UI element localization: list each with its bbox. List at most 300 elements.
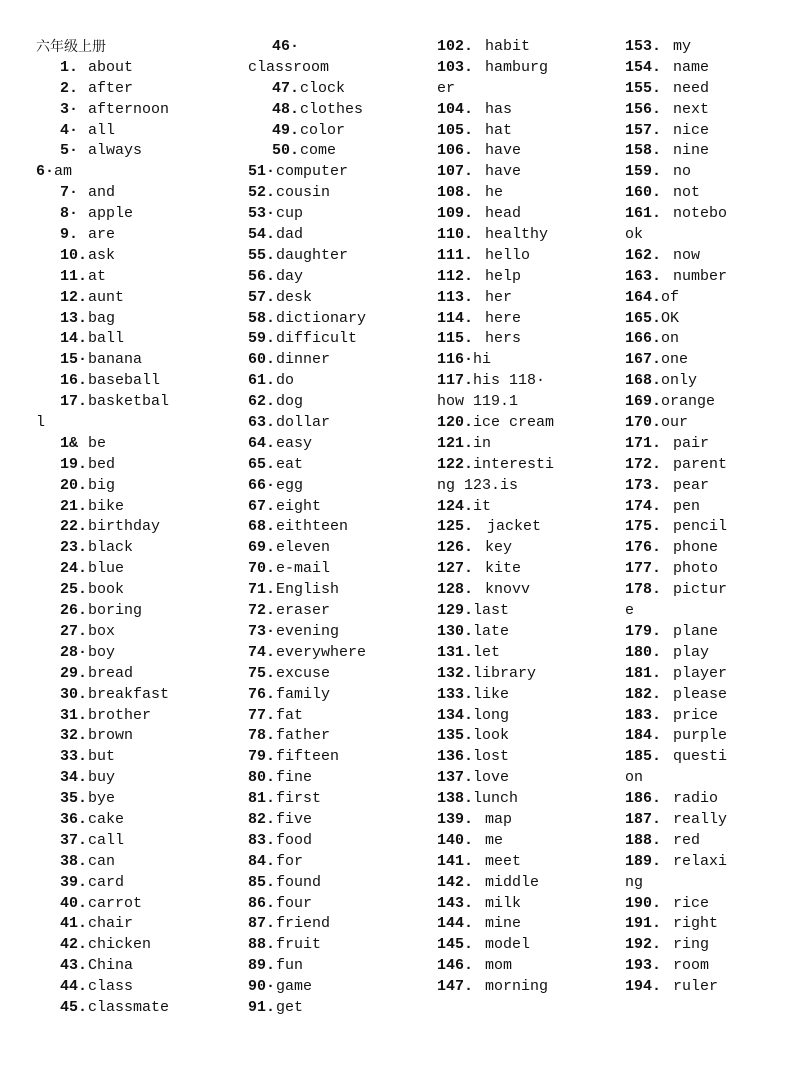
entry-word: mom (485, 957, 513, 975)
entry-word: meet (485, 852, 522, 870)
entry-word: black (88, 539, 134, 557)
entry-number: 180. (625, 643, 662, 661)
entry-number: 47. (272, 79, 300, 97)
vocab-entry (437, 789, 617, 810)
entry-word: buy (88, 769, 116, 787)
entry-number: 122. (437, 455, 474, 473)
entry-number: 25. (60, 581, 88, 599)
vocab-entry (36, 121, 231, 142)
entry-number: 22. (60, 518, 88, 536)
entry-number: 160. (625, 184, 662, 202)
entry-number: 154. (625, 58, 662, 76)
entry-word: ruler (673, 978, 719, 996)
entry-word: chair (88, 915, 134, 933)
vocab-entry (437, 894, 617, 915)
entry-number: 84. (248, 852, 276, 870)
vocab-entry (437, 288, 617, 309)
entry-word: room (673, 957, 710, 975)
vocab-entry (248, 183, 428, 204)
vocab-entry (437, 831, 617, 852)
vocab-entry (248, 267, 428, 288)
entry-word: right (673, 915, 719, 933)
entry-word: knovv (485, 581, 531, 599)
vocab-entry (625, 768, 795, 789)
entry-number: 57. (248, 288, 276, 306)
entry-word: one (661, 351, 689, 369)
entry-number: 145. (437, 936, 474, 954)
vocab-entry (437, 141, 617, 162)
entry-word: family (276, 685, 331, 703)
column-4 (625, 37, 795, 998)
entry-word: daughter (276, 246, 349, 264)
entry-word: questi (673, 748, 728, 766)
vocab-entry (437, 246, 617, 267)
entry-word: late (473, 622, 510, 640)
page-title: 六年级上册 (36, 39, 106, 55)
entry-word: have (485, 142, 522, 160)
vocab-entry (248, 873, 428, 894)
entry-word: has (485, 100, 513, 118)
entry-number: 158. (625, 142, 662, 160)
vocab-entry (248, 622, 428, 643)
vocab-entry (248, 309, 428, 330)
entry-number: 108. (437, 184, 474, 202)
entry-number: 35. (60, 790, 88, 808)
vocab-entry (248, 350, 428, 371)
entry-number: 113. (437, 288, 474, 306)
entry-word: rice (673, 894, 710, 912)
entry-number: 62. (248, 393, 276, 411)
entry-word: bye (88, 790, 116, 808)
entry-word: clock (300, 79, 346, 97)
entry-word: breakfast (88, 685, 170, 703)
entry-word: call (88, 831, 125, 849)
entry-number: 49. (272, 121, 300, 139)
vocab-entry (36, 79, 231, 100)
entry-number: 7· (60, 184, 79, 202)
entry-number: 27. (60, 622, 88, 640)
entry-number: 137. (437, 769, 474, 787)
vocab-entry (36, 58, 231, 79)
entry-number: 66· (248, 476, 276, 494)
entry-word: fifteen (276, 748, 340, 766)
entry-word: brown (88, 727, 134, 745)
entry-number: 10. (60, 246, 88, 264)
entry-word: egg (276, 476, 304, 494)
vocab-entry (625, 831, 795, 852)
entry-number: 105. (437, 121, 474, 139)
vocab-entry (36, 768, 231, 789)
entry-word: big (88, 476, 116, 494)
entry-word: morning (485, 978, 549, 996)
vocab-entry (625, 497, 795, 518)
entry-word: brother (88, 706, 152, 724)
vocab-entry (36, 914, 231, 935)
vocab-entry (36, 476, 231, 497)
entry-word: everywhere (276, 643, 367, 661)
entry-number: 142. (437, 873, 474, 891)
entry-word: our (661, 414, 689, 432)
entry-word: of (661, 288, 680, 306)
entry-number: 56. (248, 267, 276, 285)
vocab-entry (36, 873, 231, 894)
vocab-entry (437, 538, 617, 559)
entry-word: do (276, 372, 295, 390)
vocab-entry (248, 852, 428, 873)
entry-word: e (625, 602, 635, 620)
vocab-entry (248, 497, 428, 518)
entry-word: ring (673, 936, 710, 954)
entry-word: desk (276, 288, 313, 306)
vocab-entry (248, 37, 428, 58)
entry-word: lost (473, 748, 510, 766)
entry-number: 107. (437, 163, 474, 181)
vocab-entry (625, 288, 795, 309)
entry-number: 45. (60, 998, 88, 1016)
vocab-entry (36, 141, 231, 162)
entry-number: 126. (437, 539, 474, 557)
entry-word: phone (673, 539, 719, 557)
vocab-entry (625, 538, 795, 559)
entry-word: radio (673, 790, 719, 808)
entry-number: 192. (625, 936, 662, 954)
vocab-entry (248, 831, 428, 852)
entry-word: eraser (276, 602, 331, 620)
entry-word: have (485, 163, 522, 181)
entry-word: aunt (88, 288, 125, 306)
vocab-entry (248, 706, 428, 727)
vocab-entry (437, 121, 617, 142)
vocab-entry (625, 726, 795, 747)
entry-word: plane (673, 622, 719, 640)
entry-word: dog (276, 393, 304, 411)
vocab-entry (36, 935, 231, 956)
entry-word: fruit (276, 936, 322, 954)
entry-word: class (88, 978, 134, 996)
vocab-entry (437, 225, 617, 246)
vocab-entry (36, 685, 231, 706)
entry-number: 59. (248, 330, 276, 348)
entry-number: 173. (625, 476, 662, 494)
entry-number: 184. (625, 727, 662, 745)
entry-word: come (300, 142, 337, 160)
entry-word: China (88, 957, 134, 975)
vocab-entry (625, 37, 795, 58)
entry-number: 106. (437, 142, 474, 160)
entry-word: food (276, 831, 313, 849)
vocab-entry (437, 162, 617, 183)
entry-number: 51· (248, 163, 276, 181)
vocab-entry (625, 559, 795, 580)
entry-word: purple (673, 727, 728, 745)
entry-number: 86. (248, 894, 276, 912)
entry-word: no (673, 163, 692, 181)
entry-word: baseball (88, 372, 161, 390)
vocab-entry (437, 476, 617, 497)
vocab-entry (36, 204, 231, 225)
entry-number: 172. (625, 455, 662, 473)
vocab-entry (625, 643, 795, 664)
entry-word: my (673, 38, 692, 55)
vocab-entry (625, 935, 795, 956)
entry-number: 157. (625, 121, 662, 139)
vocab-entry (248, 956, 428, 977)
entry-word: head (485, 205, 522, 223)
entry-number: 140. (437, 831, 474, 849)
entry-word: carrot (88, 894, 143, 912)
entry-word: hi (473, 351, 492, 369)
vocab-entry (36, 601, 231, 622)
vocab-entry (36, 309, 231, 330)
vocab-entry (625, 183, 795, 204)
entry-word: in (473, 434, 492, 452)
entry-word: red (673, 831, 701, 849)
entry-word: chicken (88, 936, 152, 954)
entry-number: 90· (248, 978, 276, 996)
entry-word: hat (485, 121, 513, 139)
vocab-entry (625, 685, 795, 706)
entry-number: 143. (437, 894, 474, 912)
entry-number: 104. (437, 100, 474, 118)
entry-number: 147. (437, 978, 474, 996)
vocab-entry (625, 162, 795, 183)
entry-number: 185. (625, 748, 662, 766)
entry-number: 34. (60, 769, 88, 787)
vocab-entry (437, 309, 617, 330)
vocab-entry (437, 204, 617, 225)
entry-word: dinner (276, 351, 331, 369)
entry-number: 188. (625, 831, 662, 849)
entry-word: his 118· (473, 372, 546, 390)
entry-word: parent (673, 455, 728, 473)
vocab-entry (36, 517, 231, 538)
vocab-entry (36, 852, 231, 873)
vocab-entry (248, 329, 428, 350)
entry-number: 83. (248, 831, 276, 849)
entry-number: 163. (625, 267, 662, 285)
entry-number: 131. (437, 643, 474, 661)
entry-word: it (473, 497, 492, 515)
vocab-entry (437, 329, 617, 350)
entry-word: difficult (276, 330, 358, 348)
entry-number: 44. (60, 978, 88, 996)
entry-word: card (88, 873, 125, 891)
vocab-entry (36, 288, 231, 309)
vocab-entry (248, 100, 428, 121)
vocab-entry (36, 726, 231, 747)
entry-number: 170. (625, 414, 662, 432)
entry-word: first (276, 790, 322, 808)
entry-word: on (625, 769, 644, 787)
vocab-entry (36, 225, 231, 246)
entry-word: e-mail (276, 560, 331, 578)
entry-word: notebo (673, 205, 728, 223)
vocab-entry (625, 706, 795, 727)
entry-number: 102. (437, 38, 474, 55)
entry-number: 31. (60, 706, 88, 724)
vocab-entry (625, 852, 795, 873)
entry-number: 87. (248, 915, 276, 933)
entry-number: 70. (248, 560, 276, 578)
entry-word: day (276, 267, 304, 285)
entry-word: only (661, 372, 698, 390)
vocab-entry (437, 956, 617, 977)
entry-number: 166. (625, 330, 662, 348)
entry-word: are (88, 226, 116, 244)
vocab-entry (36, 434, 231, 455)
entry-word: pencil (673, 518, 728, 536)
entry-word: milk (485, 894, 522, 912)
vocab-entry (36, 183, 231, 204)
vocab-entry (437, 434, 617, 455)
entry-word: and (88, 184, 116, 202)
entry-number: 187. (625, 810, 662, 828)
entry-word: be (88, 434, 107, 452)
entry-number: 29. (60, 664, 88, 682)
vocab-entry (248, 914, 428, 935)
vocab-entry (36, 664, 231, 685)
entry-number: 88. (248, 936, 276, 954)
entry-number: 74. (248, 643, 276, 661)
vocab-entry (625, 329, 795, 350)
entry-number: 38. (60, 852, 88, 870)
entry-number: 114. (437, 309, 474, 327)
entry-number: 120. (437, 414, 474, 432)
entry-number: 40. (60, 894, 88, 912)
entry-number: 159. (625, 163, 662, 181)
vocab-entry (248, 643, 428, 664)
entry-word: OK (661, 309, 680, 327)
entry-word: hamburg (485, 58, 549, 76)
entry-word: classroom (248, 58, 330, 76)
vocab-entry (437, 873, 617, 894)
entry-word: ball (88, 330, 125, 348)
entry-number: 162. (625, 246, 662, 264)
entry-number: 20. (60, 476, 88, 494)
entry-number: 13. (60, 309, 88, 327)
vocab-entry (625, 580, 795, 601)
entry-word: can (88, 852, 116, 870)
entry-number: 81. (248, 790, 276, 808)
vocab-entry (36, 267, 231, 288)
entry-number: 125. (437, 518, 474, 536)
vocab-entry (248, 79, 428, 100)
entry-word: l (36, 414, 46, 432)
entry-number: 167. (625, 351, 662, 369)
vocab-entry (248, 747, 428, 768)
vocab-entry (36, 455, 231, 476)
vocab-entry (625, 517, 795, 538)
vocab-entry (248, 664, 428, 685)
entry-word: afternoon (88, 100, 170, 118)
vocab-entry (437, 935, 617, 956)
entry-word: help (485, 267, 522, 285)
vocab-entry (625, 434, 795, 455)
entry-word: nine (673, 142, 710, 160)
entry-number: 155. (625, 79, 662, 97)
entry-number: 63. (248, 414, 276, 432)
entry-number: 109. (437, 205, 474, 223)
vocab-entry (437, 977, 617, 998)
vocab-entry (248, 789, 428, 810)
vocab-entry (625, 894, 795, 915)
vocab-entry (248, 413, 428, 434)
vocab-entry (248, 810, 428, 831)
vocab-entry (625, 622, 795, 643)
entry-number: 134. (437, 706, 474, 724)
vocab-entry (437, 37, 617, 58)
vocab-entry (248, 246, 428, 267)
entry-word: at (88, 267, 107, 285)
entry-number: 3· (60, 100, 79, 118)
vocab-entry (437, 100, 617, 121)
entry-word: really (673, 810, 728, 828)
entry-word: pair (673, 434, 710, 452)
entry-word: boring (88, 602, 143, 620)
entry-word: after (88, 79, 134, 97)
vocab-entry (625, 956, 795, 977)
vocab-entry (437, 852, 617, 873)
entry-number: 64. (248, 434, 276, 452)
entry-number: 65. (248, 455, 276, 473)
entry-word: photo (673, 560, 719, 578)
vocab-entry (625, 309, 795, 330)
entry-word: me (485, 831, 504, 849)
entry-number: 73· (248, 622, 276, 640)
entry-word: long (473, 706, 510, 724)
entry-word: ng (625, 873, 644, 891)
vocab-entry (437, 413, 617, 434)
entry-word: apple (88, 205, 134, 223)
vocab-entry (36, 998, 231, 1019)
entry-word: model (485, 936, 531, 954)
entry-number: 189. (625, 852, 662, 870)
entry-number: 82. (248, 810, 276, 828)
entry-number: 183. (625, 706, 662, 724)
entry-word: er (437, 79, 456, 97)
vocab-entry (248, 517, 428, 538)
vocab-entry (36, 706, 231, 727)
entry-word: hers (485, 330, 522, 348)
entry-word: easy (276, 434, 313, 452)
vocab-entry (248, 935, 428, 956)
entry-number: 190. (625, 894, 662, 912)
vocab-entry (248, 538, 428, 559)
vocab-entry (248, 726, 428, 747)
entry-word: English (276, 581, 340, 599)
entry-number: 28· (60, 643, 88, 661)
vocab-entry (437, 726, 617, 747)
entry-word: jacket (487, 518, 542, 536)
vocab-entry (248, 434, 428, 455)
vocab-entry (248, 998, 428, 1019)
entry-number: 33. (60, 748, 88, 766)
entry-number: 80. (248, 769, 276, 787)
entry-word: kite (485, 560, 522, 578)
entry-word: fine (276, 769, 313, 787)
entry-number: 71. (248, 581, 276, 599)
vocab-entry (625, 121, 795, 142)
entry-number: 127. (437, 560, 474, 578)
entry-word: how 119.1 (437, 393, 519, 411)
entry-number: 161. (625, 205, 662, 223)
vocab-entry (248, 559, 428, 580)
entry-word: cousin (276, 184, 331, 202)
vocab-entry (248, 392, 428, 413)
vocab-entry (625, 225, 795, 246)
entry-number: 191. (625, 915, 662, 933)
entry-word: like (473, 685, 510, 703)
